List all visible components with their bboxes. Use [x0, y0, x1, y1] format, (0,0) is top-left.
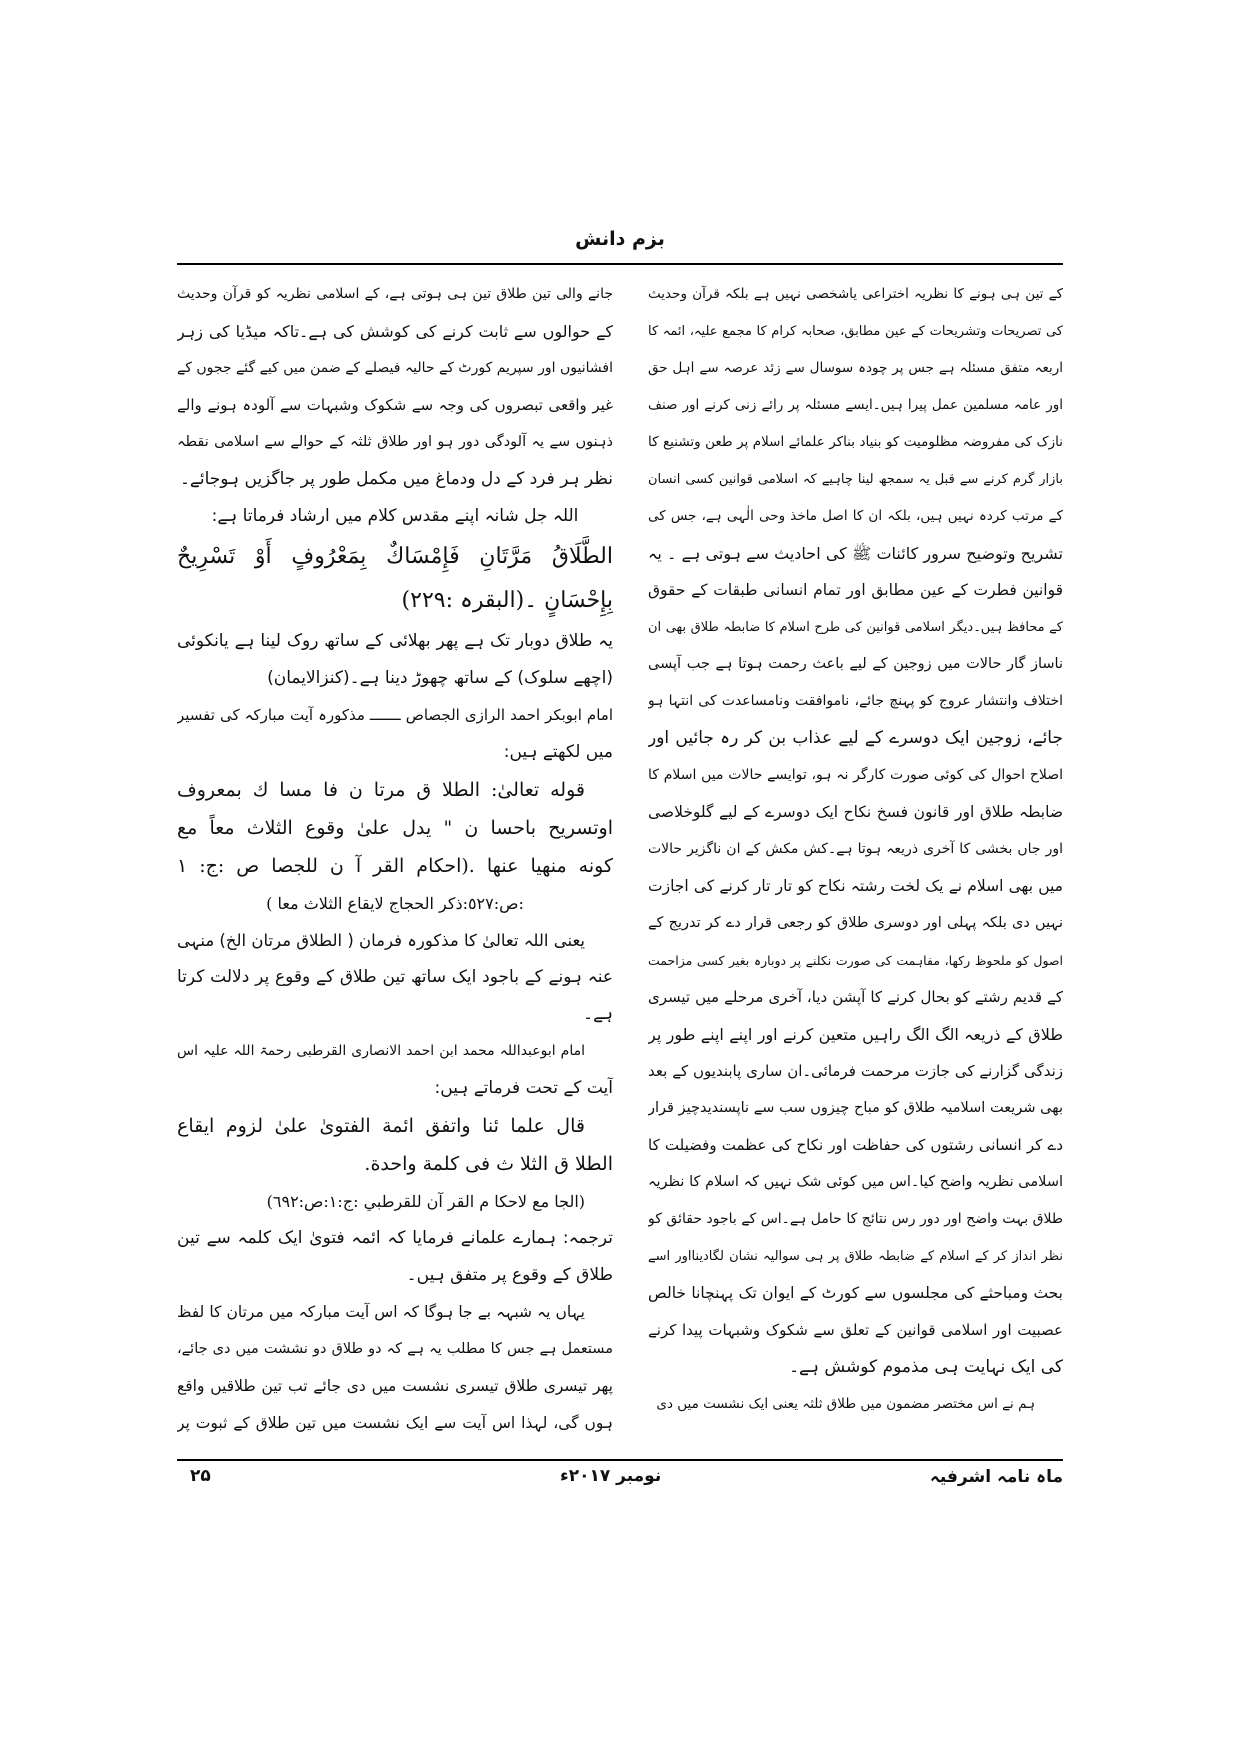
text-line: ہے۔: [583, 1004, 613, 1024]
text-line: اصول کو ملحوظ رکھا، مفاہمت کی صورت نکلنے پر دوبارہ بغیر کسی مزاحمت: [648, 953, 1063, 968]
text-line: جانے والی تین طلاق تین ہی ہوتی ہے، کے اسلامی نظریہ کو قرآن وحدیث: [177, 286, 613, 302]
arabic-quote: اوتسريح باحسا ن " يدل علىٰ وقوع الثلاث معاً مع: [177, 817, 613, 839]
left-column: [177, 276, 613, 1442]
text-line: عصبیت اور اسلامی قوانین کے تعلق سے شکوک وشبہات پیدا کرنے: [648, 1321, 1063, 1339]
magazine-name: ماہ نامہ اشرفیہ: [929, 1467, 1063, 1487]
text-line: امام ابوعبداللہ محمد ابن احمد الانصاری القرطبی رحمۃ اللہ علیہ اس: [177, 1043, 585, 1059]
text-line: بازار گرم کرنے سے قبل یہ سمجھ لینا چاہیے کہ اسلامی قوانین کسی انسان: [648, 472, 1063, 487]
translation-line: طلاق کے وقوع پر متفق ہیں۔: [406, 1265, 613, 1285]
text-line: دے کر انسانی رشتوں کی حفاظت اور نکاح کی عظمت وفضیلت کا: [648, 1136, 1063, 1154]
text-line: میں لکھتے ہیں:: [503, 742, 613, 762]
translation-line: (اچھے سلوک) کے ساتھ چھوڑ دینا ہے۔(کنزالایمان): [267, 668, 613, 688]
text-line: یعنی اللہ تعالیٰ کا مذکورہ فرمان ( الطلاق مرتان الخ) منہی: [177, 931, 585, 950]
text-line: کی ایک نہایت ہی مذموم کوشش ہے۔: [789, 1357, 1063, 1377]
arabic-quote: قال علما ئنا واتفق ائمة الفتوىٰ علىٰ لزوم ايقاع: [177, 1115, 585, 1137]
text-line: ذہنوں سے یہ آلودگی دور ہو اور طلاق ثلثہ کے حوالے سے اسلامی نقطہ: [177, 434, 613, 450]
text-line: اللہ جل شانہ اپنے مقدس کلام میں ارشاد فرماتا ہے:: [211, 506, 579, 526]
arabic-quote: كونه منهيا عنها .(احكام القر آ ن للجصا ص :ج: ١: [177, 855, 613, 877]
text-line: ناساز گار حالات میں زوجین کے لیے باعث رحمت ہوتا ہے جب آپسی: [648, 656, 1063, 672]
text-line: افشانیوں اور سپریم کورٹ کے حالیہ فیصلے کے ضمن میں کیے گئے ججوں کے: [177, 360, 613, 376]
section-title: بزم دانش: [575, 228, 665, 250]
text-line: بھی شریعت اسلامیہ طلاق کو مباح چیزوں سب سے ناپسندیدچیز قرار: [648, 1100, 1063, 1116]
text-line: کے مرتب کردہ نہیں ہیں، بلکہ ان کا اصل ماخذ وحی الٰہی ہے، جس کی: [648, 508, 1063, 524]
text-line: نظر ہر فرد کے دل ودماغ میں مکمل طور پر جاگزیں ہوجائے۔: [179, 469, 613, 489]
text-line: نہیں دی بلکہ پہلی اور دوسری طلاق کو رجعی قرار دے کر تدریج کے: [648, 915, 1063, 931]
text-line: ہم نے اس مختصر مضمون میں طلاق ثلثہ یعنی ایک نشست میں دی: [656, 1396, 1035, 1412]
text-line: میں بھی اسلام نے یک لخت رشتہ نکاح کو تار تار کرنے کی اجازت: [648, 877, 1063, 895]
text-line: کے قدیم رشتے کو بحال کرنے کا آپشن دیا، آخری مرحلے میں تیسری: [648, 988, 1063, 1006]
issue-date: نومبر ۲۰۱۷ء: [560, 1466, 662, 1486]
text-line: عنہ ہونے کے باجود ایک ساتھ تین طلاق کے وقوع پر دلالت کرتا: [177, 967, 613, 987]
text-line: جائے، زوجین ایک دوسرے کے لیے عذاب بن کر رہ جائیں اور: [648, 728, 1063, 748]
page-number: ۲۵: [190, 1466, 211, 1486]
citation: (الجا مع لاحكا م القر آن للقرطبي :ج:١:ص:٦٩٢): [266, 1192, 585, 1211]
text-line: زندگی گزارنے کی جازت مرحمت فرمائی۔ان ساری پابندیوں کے بعد: [648, 1062, 1063, 1080]
text-line: بحث ومباحثے کی مجلسوں سے کورٹ کے ایوان تک پہنچانا خالص: [648, 1284, 1063, 1302]
quran-verse-reference: بِإِحْسَانٍ ۔(البقرہ :۲۲۹): [401, 588, 613, 613]
text-line: ہوں گی، لہذا اس آیت سے ایک نشست میں تین طلاق کے ثبوت پر: [177, 1414, 613, 1432]
text-line: کے حوالوں سے ثابت کرنے کی کوشش کی ہے۔تاکہ میڈیا کی زہر: [177, 322, 613, 341]
translation-line: یہ طلاق دوبار تک ہے پھر بھلائی کے ساتھ روک لینا ہے یانکوئی: [177, 631, 613, 651]
text-line: کے محافظ ہیں۔دیگر اسلامی قوانین کی طرح اسلام کا ضابطہ طلاق بھی ان: [648, 620, 1063, 635]
text-line: امام ابوبکر احمد الرازی الجصاص ـــــــ مذکورہ آیت مبارکہ کی تفسیر: [177, 706, 613, 724]
text-line: کے تین ہی ہونے کا نظریہ اختراعی یاشخصی نہیں ہے بلکہ قرآن وحدیث: [648, 286, 1063, 302]
text-line: نظر انداز کر کے اسلام کے ضابطہ طلاق پر ہی سوالیہ نشان لگادینااور اسے: [648, 1249, 1063, 1264]
text-line: اصلاح احوال کی کوئی صورت کارگر نہ ہو، توایسے حالات میں اسلام کا: [648, 767, 1063, 783]
header-rule: [177, 263, 1063, 265]
arabic-quote: قوله تعالیٰ: الطلا ق مرتا ن فا مسا ك بمعروف: [177, 779, 585, 801]
arabic-quote: الطلا ق الثلا ث فى كلمة واحدة.: [364, 1153, 613, 1175]
text-line: اور عامہ مسلمین عمل پیرا ہیں۔ایسے مسئلہ پر رائے زنی کرنے اور صنف: [648, 397, 1063, 413]
text-line: قوانین فطرت کے عین مطابق اور تمام انسانی طبقات کے حقوق: [648, 581, 1063, 599]
text-line: مستعمل ہے جس کا مطلب یہ ہے کہ دو طلاق دو نششت میں دی جائے،: [177, 1341, 613, 1357]
citation: :ص:٥٢٧:ذكر الحجاج لايقاع الثلاث معا ): [266, 894, 524, 913]
text-line: اربعہ متفق مسئلہ ہے جس پر چودہ سوسال سے زئد عرصہ سے اہل حق: [648, 360, 1063, 376]
text-line: طلاق بہت واضح اور دور رس نتائج کا حامل ہے۔اس کے باجود حقائق کو: [648, 1211, 1063, 1227]
text-line: تشریح وتوضیح سرور کائنات ﷺ کی احادیث سے ہوتی ہے ۔ یہ: [648, 544, 1063, 563]
text-line: کی تصریحات وتشریحات کے عین مطابق، صحابہ کرام کا مجمع علیہ، ائمہ کا: [648, 324, 1063, 339]
quran-verse: الطَّلَاقُ مَرَّتَانِ فَإِمْسَاكٌ بِمَعْرُوفٍ أَوْ تَسْرِيحٌ: [177, 544, 613, 569]
text-line: پھر تیسری طلاق تیسری نشست میں دی جائے تب تین طلاقیں واقع: [177, 1377, 613, 1395]
footer-rule: [177, 1459, 1063, 1461]
text-line: اختلاف وانتشار عروج کو پہنچ جائے، ناموافقت ونامساعدت کی انتہا ہو: [648, 693, 1063, 709]
text-line: نازک کی مفروضہ مظلومیت کو بنیاد بناکر علمائے اسلام پر طعن وتشنیع کا: [648, 434, 1063, 450]
text-line: اسلامی نظریہ واضح کیا۔اس میں کوئی شک نہیں کہ اسلام کا نظریہ: [648, 1174, 1063, 1190]
text-line: طلاق کے ذریعہ الگ الگ راہیں متعین کرنے اور اپنے اپنے طور پر: [648, 1025, 1063, 1044]
text-line: غیر واقعی تبصروں کی وجہ سے شکوک وشبہات سے آلودہ ہونے والے: [177, 396, 613, 414]
text-line: آیت کے تحت فرماتے ہیں:: [434, 1078, 613, 1098]
translation-line: ترجمہ: ہمارے علمانے فرمایا کہ ائمہ فتویٰ ایک کلمہ سے تین: [177, 1228, 613, 1248]
text-line: ضابطہ طلاق اور قانون فسخ نکاح ایک دوسرے کے لیے گلوخلاصی: [648, 803, 1063, 821]
text-line: اور جاں بخشی کا آخری ذریعہ ہوتا ہے۔کش مکش کے ان ناگزیر حالات: [648, 841, 1063, 857]
right-column: [648, 276, 1063, 1423]
text-line: یہاں یہ شبہہ بے جا ہوگا کہ اس آیت مبارکہ میں مرتان کا لفظ: [177, 1303, 585, 1321]
